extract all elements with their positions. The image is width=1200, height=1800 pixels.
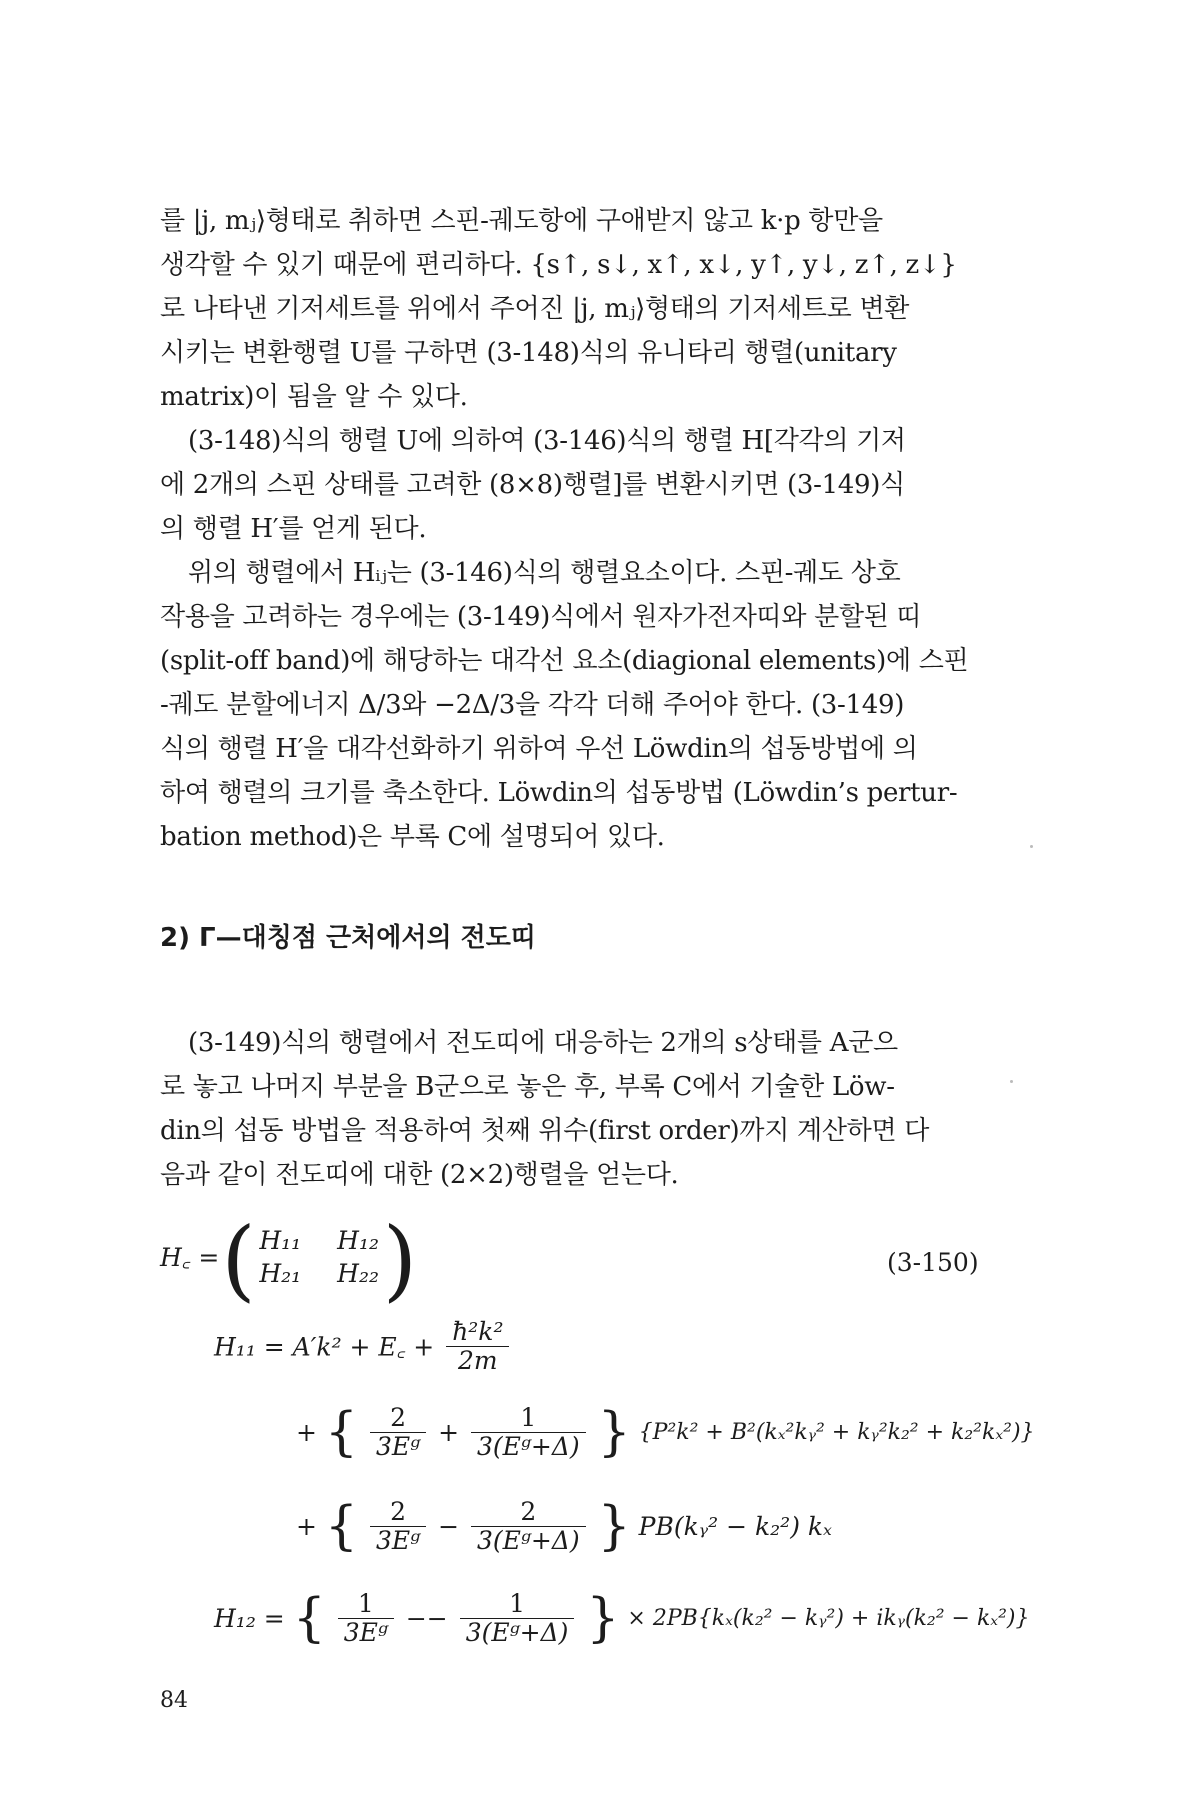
text-line: 의 행렬 H′를 얻게 된다. (160, 514, 427, 544)
left-brace: { (292, 1588, 326, 1649)
text-line: bation method)은 부록 C에 설명되어 있다. (160, 822, 665, 852)
operator: + (438, 1418, 460, 1447)
matrix-cell: H₂₁ (259, 1259, 302, 1288)
text-line: 를 |j, mⱼ⟩형태로 취하면 스핀-궤도항에 구애받지 않고 k·p 항만을 (160, 206, 883, 236)
equation-h11-term2 (296, 1404, 1035, 1461)
text-line: 생각할 수 있기 때문에 편리하다. {s↑, s↓, x↑, x↓, y↑, y↓, z↑, z↓} (160, 250, 957, 280)
equation-number: (3-150) (887, 1248, 979, 1277)
fraction-denominator: 3(Eᵍ+Δ) (476, 1526, 580, 1555)
fraction (471, 1404, 586, 1461)
matrix-cell: H₂₂ (337, 1259, 380, 1288)
fraction (446, 1318, 509, 1375)
left-brace: { (324, 1402, 358, 1463)
page-number: 84 (160, 1688, 188, 1713)
matrix-cell: H₁₂ (337, 1226, 380, 1255)
equation-term: PB(kᵧ² − k₂²) kₓ (638, 1512, 832, 1541)
equation-lhs: H₁₂ = (214, 1604, 285, 1633)
fraction (460, 1590, 575, 1647)
fraction (370, 1498, 426, 1555)
text-line: 에 2개의 스핀 상태를 고려한 (8×8)행렬]를 변환시키면 (3-149)식 (160, 470, 905, 500)
left-paren: ( (221, 1208, 256, 1311)
text-line: 시키는 변환행렬 U를 구하면 (3-148)식의 유니타리 행렬(unitary (160, 338, 897, 368)
section-heading: 2) Γ—대칭점 근처에서의 전도띠 (160, 923, 536, 953)
equation-lhs: H₁₁ = A′k² + E꜀ + (214, 1332, 435, 1362)
operator: −− (405, 1604, 448, 1633)
left-brace: { (324, 1496, 358, 1557)
equation-term: {P²k² + B²(kₓ²kᵧ² + kᵧ²k₂² + k₂²kₓ²)} (638, 1420, 1035, 1445)
text-line: 음과 같이 전도띠에 대한 (2×2)행렬을 얻는다. (160, 1160, 679, 1190)
operator: − (438, 1512, 460, 1541)
text-line: 작용을 고려하는 경우에는 (3-149)식에서 원자가전자띠와 분할된 띠 (160, 602, 922, 632)
text-line: -궤도 분할에너지 Δ/3와 −2Δ/3을 각각 더해 주어야 한다. (3-149) (160, 690, 905, 720)
fraction (338, 1590, 394, 1647)
fraction-denominator: 3(Eᵍ+Δ) (476, 1432, 580, 1461)
fraction-denominator: 3(Eᵍ+Δ) (465, 1618, 569, 1647)
text-line: 로 놓고 나머지 부분을 B군으로 놓은 후, 부록 C에서 기술한 Löw- (160, 1072, 895, 1102)
fraction-numerator: 2 (370, 1404, 426, 1433)
right-paren: ) (382, 1208, 418, 1311)
equation-hc (160, 1208, 418, 1311)
fraction-numerator: 2 (471, 1498, 586, 1527)
text-line: 식의 행렬 H′을 대각선화하기 위하여 우선 Löwdin의 섭동방법에 의 (160, 734, 918, 764)
matrix-2x2 (221, 1208, 418, 1311)
text-line: 위의 행렬에서 Hᵢⱼ는 (3-146)식의 행렬요소이다. 스핀-궤도 상호 (188, 558, 901, 588)
operator: + (296, 1418, 317, 1447)
scan-speck (1010, 1080, 1013, 1083)
equation-term: × 2PB{kₓ(k₂² − kᵧ²) + ikᵧ(k₂² − kₓ²)} (627, 1606, 1030, 1631)
fraction-denominator: 3Eᵍ (375, 1526, 421, 1555)
text-line: (split-off band)에 해당하는 대각선 요소(diagional elements)에 스핀 (160, 646, 969, 676)
fraction-numerator: 2 (370, 1498, 426, 1527)
equation-h11 (214, 1318, 513, 1375)
text-line: (3-148)식의 행렬 U에 의하여 (3-146)식의 행렬 H[각각의 기저 (188, 426, 906, 456)
text-line: 로 나타낸 기저세트를 위에서 주어진 |j, mⱼ⟩형태의 기저세트로 변환 (160, 294, 910, 324)
equation-h12 (214, 1590, 1030, 1647)
equation-lhs: H꜀ = (160, 1243, 220, 1272)
fraction-numerator: 1 (471, 1404, 586, 1433)
fraction-numerator: ħ²k² (446, 1318, 509, 1347)
fraction (471, 1498, 586, 1555)
text-line: matrix)이 됨을 알 수 있다. (160, 382, 468, 412)
fraction-numerator: 1 (338, 1590, 394, 1619)
scan-speck (1030, 845, 1033, 848)
fraction (370, 1404, 426, 1461)
fraction-denominator: 3Eᵍ (343, 1618, 388, 1647)
right-brace: } (597, 1496, 631, 1557)
fraction-denominator: 3Eᵍ (375, 1432, 421, 1461)
text-line: din의 섭동 방법을 적용하여 첫째 위수(first order)까지 계산하면 다 (160, 1116, 930, 1146)
text-line: 하여 행렬의 크기를 축소한다. Löwdin의 섭동방법 (Löwdin’s pertur- (160, 778, 958, 808)
equation-h11-term3 (296, 1498, 832, 1555)
fraction-denominator: 2m (458, 1346, 498, 1375)
fraction-numerator: 1 (460, 1590, 575, 1619)
operator: + (296, 1512, 317, 1541)
text-line: (3-149)식의 행렬에서 전도띠에 대응하는 2개의 s상태를 A군으 (188, 1028, 898, 1058)
matrix-cell: H₁₁ (259, 1226, 302, 1255)
right-brace: } (586, 1588, 620, 1649)
right-brace: } (597, 1402, 631, 1463)
